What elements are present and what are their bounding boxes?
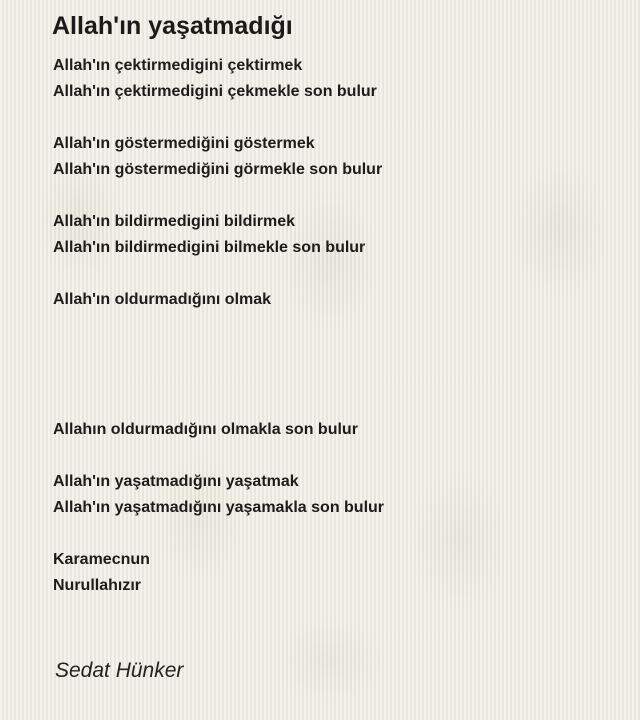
stanza-break [53,521,613,547]
stanza-break [53,443,613,469]
poem-line: Allah'ın çektirmedigini çekmekle son bulur [53,83,377,100]
stanza-break [53,183,613,209]
poem-line: Allah'ın bildirmedigini bilmekle son bulur [53,239,366,256]
poem-line: Allah'ın göstermediğini görmekle son bulur [53,161,383,178]
poem-line: Allah'ın çektirmedigini çektirmek [53,57,303,74]
poem-author: Sedat Hünker [55,659,184,682]
stanza-break [53,105,613,131]
poem-line: Karamecnun [53,551,150,568]
stanza-break [53,313,613,417]
poem-line: Allah'ın bildirmedigini bildirmek [53,213,296,230]
poem-line: Allah'ın oldurmadığını olmak [53,291,272,308]
poem-title: Allah'ın yaşatmadığı [52,12,293,40]
poem-line: Allah'ın yaşatmadığını yaşamakla son bulur [53,499,385,516]
poem-line: Allahın oldurmadığını olmakla son bulur [53,421,358,438]
poem-line: Allah'ın göstermediğini göstermek [53,135,315,152]
poem-line: Allah'ın yaşatmadığını yaşatmak [53,473,299,490]
poem-line: Nurullahızır [53,577,142,594]
poem-body [53,53,613,599]
stanza-break [53,261,613,287]
